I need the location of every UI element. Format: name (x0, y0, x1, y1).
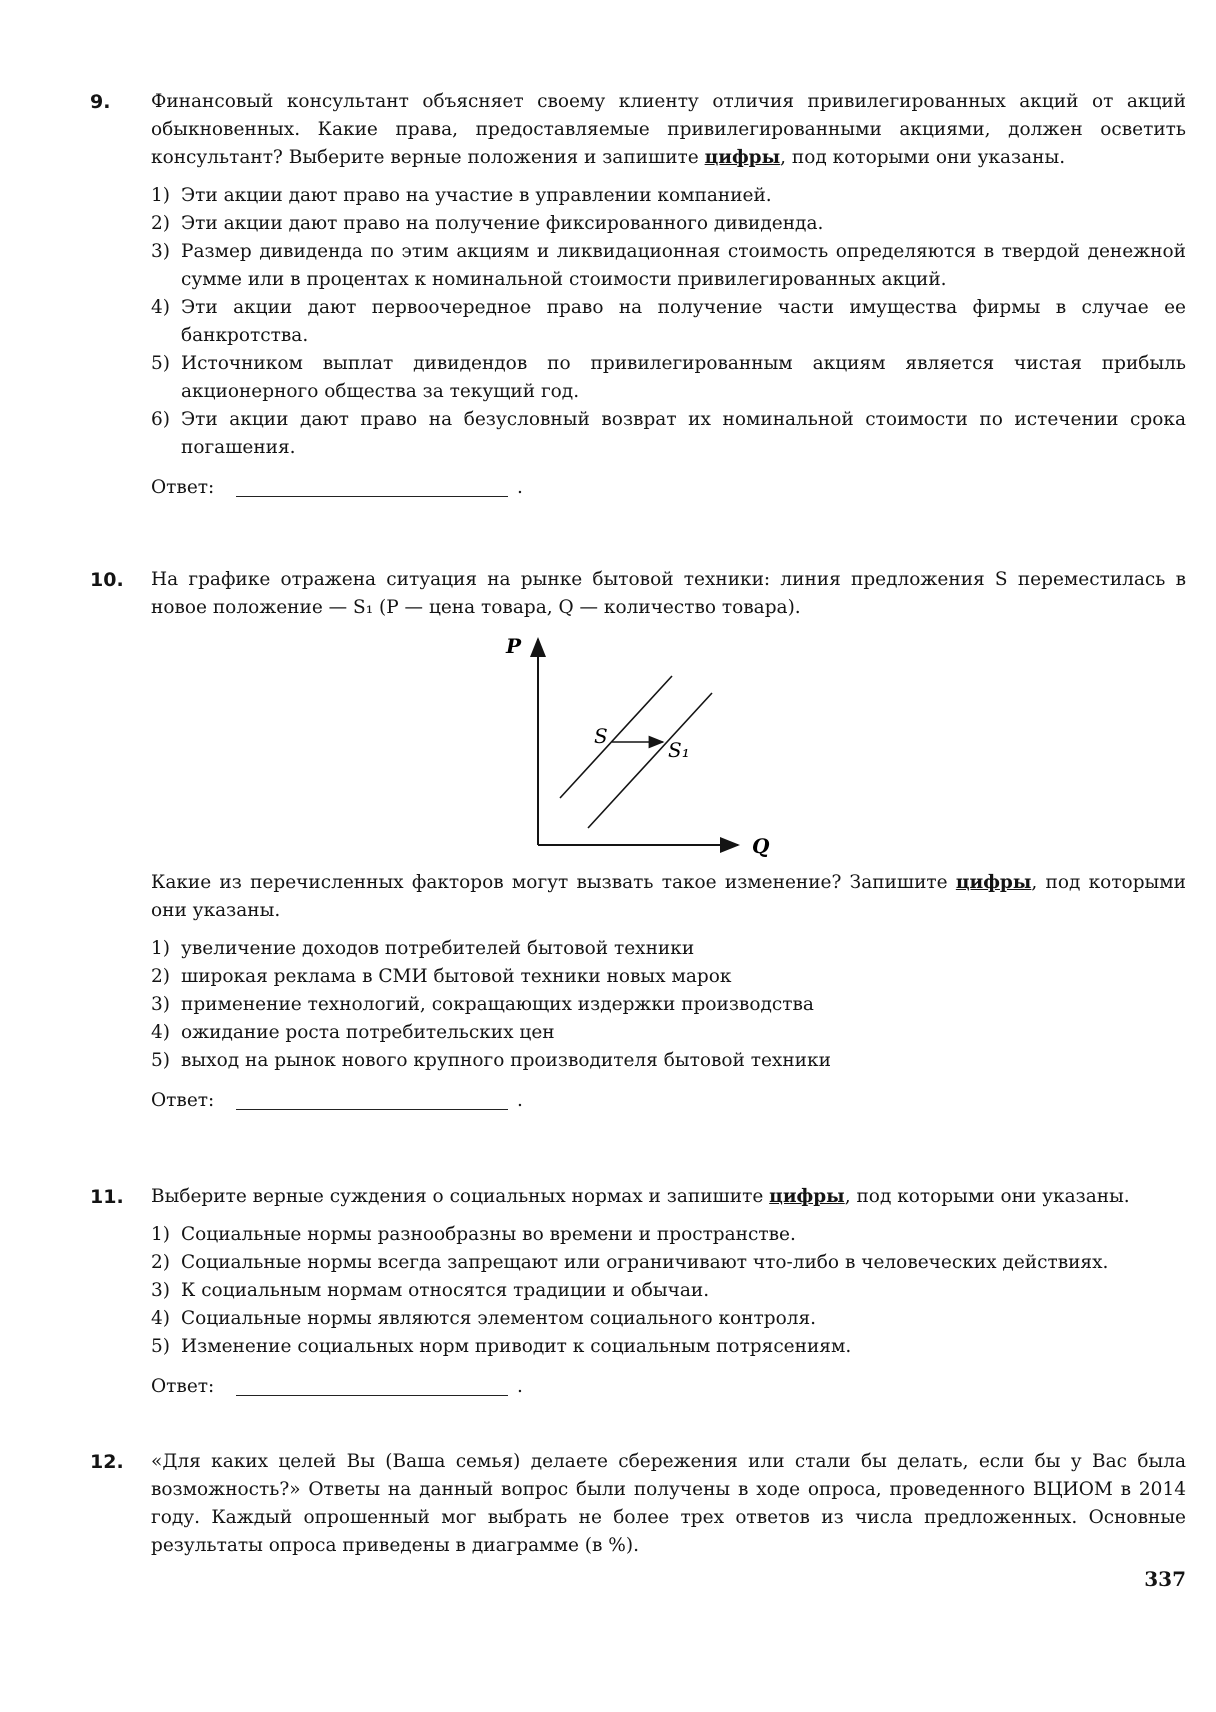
option-item: 4) Эти акции дают первоочередное право на получение части имущества фирмы в случае ее банкротства. (151, 297, 1186, 346)
keyword: цифры (769, 1186, 845, 1207)
answer-label: Ответ: (151, 1090, 215, 1111)
supply-line-s (560, 676, 672, 798)
page-number: 337 (1144, 1567, 1186, 1591)
question-number: 9. (90, 91, 111, 113)
question-12 (90, 1448, 1186, 1570)
option-item: 2) Эти акции дают право на получение фиксированного дивиденда. (151, 213, 824, 234)
option-item: 1) Эти акции дают право на участие в управлении компанией. (151, 185, 772, 206)
option-item: 5) Источником выплат дивидендов по привилегированным акциям является чистая прибыль акционерного общества за текущий год. (151, 353, 1186, 402)
option-item: 1) Социальные нормы разнообразны во времени и пространстве. (151, 1224, 796, 1245)
keyword: цифры (704, 147, 781, 168)
question-text: Выберите верные суждения о социальных нормах и запишите цифры, под которыми они указаны. (151, 1186, 1130, 1207)
answer-row: Ответ: . (151, 474, 1186, 504)
question-body (151, 1448, 1186, 1560)
question-text: На графике отражена ситуация на рынке бытовой техники: линия предложения S переместилась в новое положение — S₁ (P — цена товара, Q — количество товара). (151, 569, 1186, 618)
option-item: 6) Эти акции дают право на безусловный возврат их номинальной стоимости по истечении срока погашения. (151, 409, 1186, 458)
question-9 (90, 88, 1186, 504)
options-list (151, 935, 1186, 1075)
option-item: 4) Социальные нормы являются элементом социального контроля. (151, 1308, 817, 1329)
y-axis-label: P (506, 634, 522, 658)
option-item: 3) применение технологий, сокращающих издержки производства (151, 994, 814, 1015)
question-body (151, 566, 1186, 622)
option-item: 4) ожидание роста потребительских цен (151, 1022, 555, 1043)
option-item: 5) Изменение социальных норм приводит к социальным потрясениям. (151, 1336, 852, 1357)
question-10 (90, 566, 1186, 632)
answer-label: Ответ: (151, 477, 215, 498)
label-s: S (594, 724, 608, 748)
supply-line-s1 (588, 693, 712, 828)
question-text: Финансовый консультант объясняет своему клиенту отличия привилегированных акций от акций обыкновенных. Какие права, предоставляемые привилегированными акциями, должен осветить консультант? Выберите верные положения и запишите цифры, под которыми они указаны. (151, 91, 1186, 168)
answer-field[interactable] (236, 496, 508, 497)
option-item: 2) Социальные нормы всегда запрещают или ограничивают что-либо в человеческих действиях. (151, 1252, 1109, 1273)
question-body (151, 88, 1186, 504)
question-10-part2 (90, 869, 1186, 1117)
keyword: цифры (955, 872, 1032, 893)
options-list (151, 182, 1186, 462)
label-s1: S₁ (668, 738, 690, 762)
question-number: 11. (90, 1186, 124, 1208)
question-number: 12. (90, 1451, 124, 1473)
question-11 (90, 1183, 1186, 1403)
x-axis-label: Q (752, 834, 770, 858)
answer-field[interactable] (236, 1109, 508, 1110)
question-body (151, 869, 1186, 1117)
question-text: Какие из перечисленных факторов могут вызвать такое изменение? Запишите цифры, под которыми они указаны. (151, 872, 1186, 921)
question-number: 10. (90, 569, 124, 591)
supply-shift-graph (500, 633, 790, 873)
answer-field[interactable] (236, 1395, 508, 1396)
option-item: 2) широкая реклама в СМИ бытовой техники новых марок (151, 966, 732, 987)
option-item: 3) Размер дивиденда по этим акциям и ликвидационная стоимость определяются в твердой денежной сумме или в процентах к номинальной стоимости привилегированных акций. (151, 241, 1186, 290)
option-item: 1) увеличение доходов потребителей бытовой техники (151, 938, 695, 959)
answer-row: Ответ: . (151, 1087, 1186, 1117)
options-list (151, 1221, 1186, 1361)
answer-label: Ответ: (151, 1376, 215, 1397)
question-body (151, 1183, 1186, 1403)
question-text: «Для каких целей Вы (Ваша семья) делаете сбережения или стали бы делать, если бы у Вас была возможность?» Ответы на данный вопрос были получены в ходе опроса, проведенного ВЦИОМ в 2014 году. Каждый опрошенный мог выбрать не более трех ответов из числа предложенных. Основные результаты опроса приведены в диаграмме (в %). (151, 1451, 1186, 1556)
answer-row: Ответ: . (151, 1373, 1186, 1403)
option-item: 5) выход на рынок нового крупного производителя бытовой техники (151, 1050, 831, 1071)
option-item: 3) К социальным нормам относятся традиции и обычаи. (151, 1280, 710, 1301)
